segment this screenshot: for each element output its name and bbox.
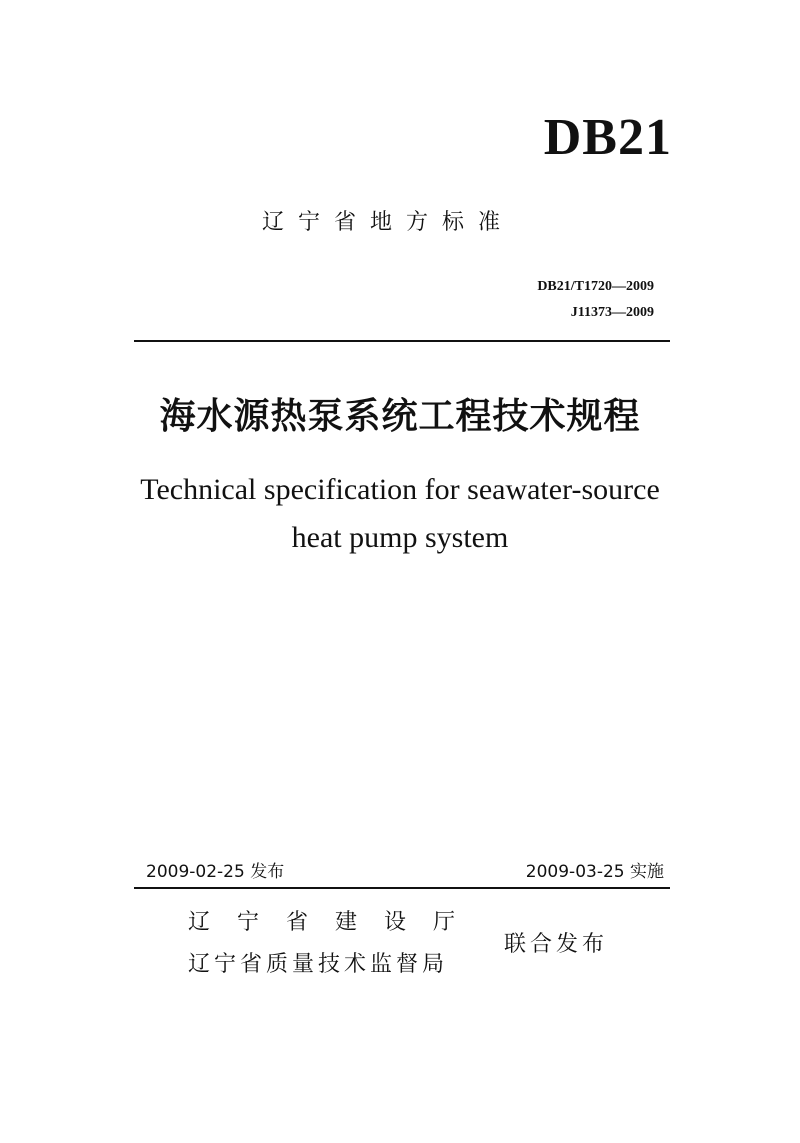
record-number: J11373—2009 <box>570 305 654 320</box>
joint-release-label: 联合发布 <box>504 932 609 957</box>
title-english <box>0 466 800 562</box>
bottom-divider <box>134 887 670 889</box>
issuer-construction-department: 辽宁省建设厅 <box>188 910 483 935</box>
issuer-quality-bureau: 辽宁省质量技术监督局 <box>188 952 449 977</box>
issue-date: 2009-02-25 发布 <box>146 862 285 882</box>
title-english-line-2: heat pump system <box>291 521 509 554</box>
standard-number: DB21/T1720—2009 <box>537 279 654 294</box>
implementation-date: 2009-03-25 实施 <box>525 862 664 882</box>
standard-type: 辽宁省地方标准 <box>262 210 515 235</box>
title-english-line-1: Technical specification for seawater-source <box>140 473 660 506</box>
title-chinese: 海水源热泵系统工程技术规程 <box>159 395 641 437</box>
db-code: DB21 <box>543 109 672 166</box>
top-divider <box>134 340 670 342</box>
